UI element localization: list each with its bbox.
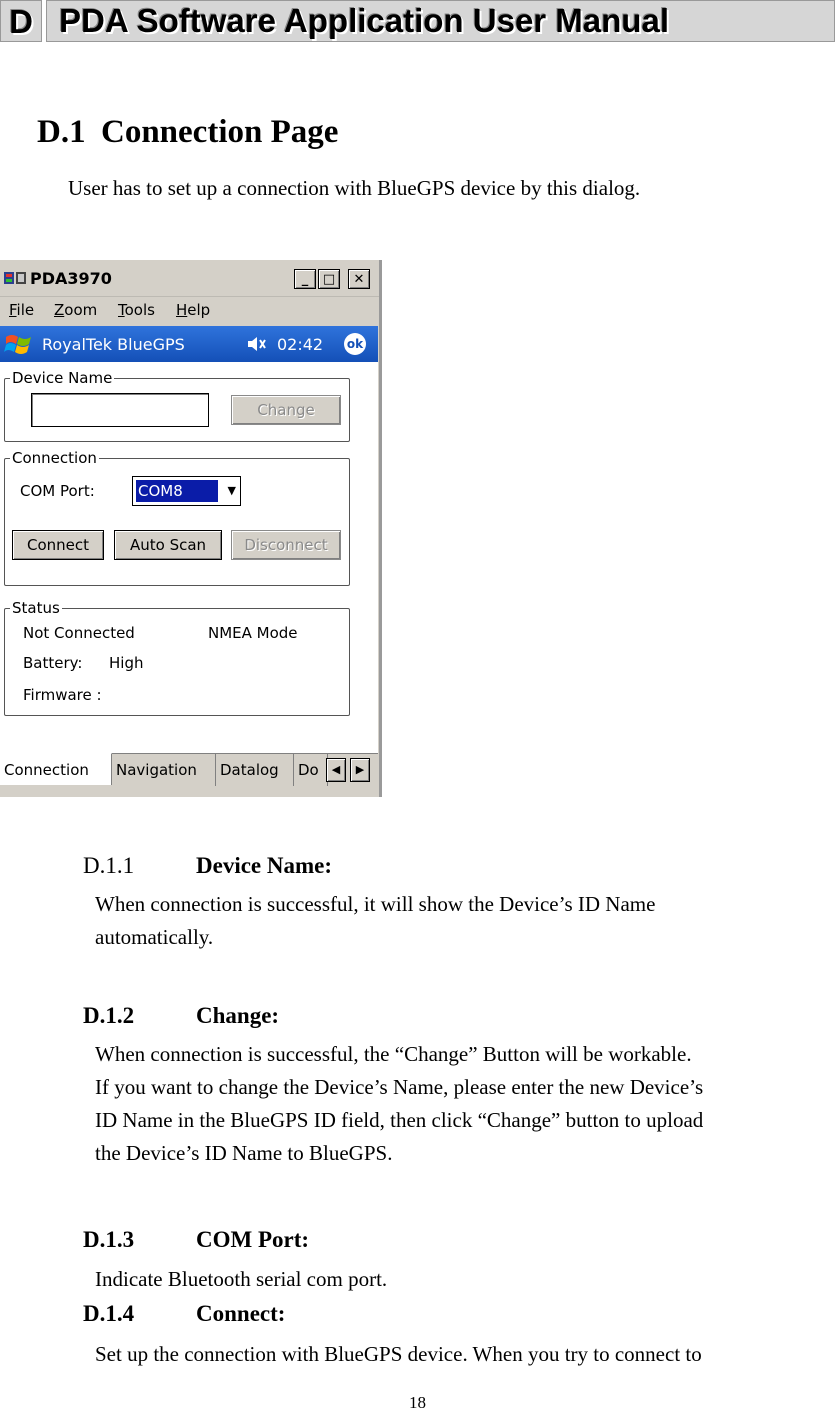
page-number: 18 [409,1393,426,1412]
disconnect-button[interactable]: Disconnect [231,530,341,560]
body-line: ID Name in the BlueGPS ID field, then click “Change” button to upload [95,1108,704,1132]
section-intro: User has to set up a connection with BlueGPS device by this dialog. [68,176,641,200]
com-port-value: COM8 [136,480,218,502]
section-heading [37,114,338,151]
body-line: When connection is successful, the “Change” Button will be workable. [95,1042,692,1066]
firmware-label: Firmware : [23,686,102,704]
status-group-label: Status [12,599,60,617]
tab-navigation[interactable]: Navigation [112,754,216,786]
chapter-header [0,0,835,44]
maximize-button[interactable]: □ [318,269,340,289]
minimize-button[interactable]: _ [294,269,316,289]
body-line: When connection is successful, it will show the Device’s ID Name [95,892,656,916]
subsection-title: Connect: [196,1301,286,1326]
subsection-body [95,1263,825,1296]
menubar [0,297,380,325]
connect-button[interactable]: Connect [12,530,104,560]
window-title: PDA3970 [30,269,112,288]
subsection-heading [83,1227,309,1253]
subsection-body [95,888,825,954]
subsection-heading [83,1301,285,1327]
com-port-label: COM Port: [20,482,95,500]
device-name-input[interactable] [31,393,209,427]
taskbar-title: RoyalTek BlueGPS [42,335,185,354]
tab-datalog[interactable]: Datalog [216,754,294,786]
auto-scan-button[interactable]: Auto Scan [114,530,222,560]
body-line: Set up the connection with BlueGPS device. When you try to connect to [95,1342,702,1366]
window-titlebar [0,260,380,297]
connection-group-label: Connection [12,449,97,467]
subsection-title: Change: [196,1003,280,1028]
ok-button[interactable]: ok [344,333,366,355]
menu-tools[interactable]: Tools [118,301,155,319]
pda-screenshot [0,260,382,797]
connection-state: Not Connected [23,624,135,642]
body-line: Indicate Bluetooth serial com port. [95,1267,388,1291]
tab-scroll-left-icon[interactable]: ◀ [326,758,346,782]
menu-zoom[interactable]: Zoom [54,301,98,319]
subsection-heading [83,853,332,879]
subsection-number: D.1.3 [83,1227,135,1252]
tab-bar [0,753,378,788]
subsection-number: D.1.4 [83,1301,135,1326]
body-line: automatically. [95,925,214,949]
app-icon [4,270,26,286]
menu-file[interactable]: File [9,301,35,319]
subsection-number: D.1.1 [83,853,135,878]
com-port-select[interactable] [132,476,241,506]
clock[interactable]: 02:42 [277,335,324,354]
device-name-group-label: Device Name [12,369,113,387]
body-line: the Device’s ID Name to BlueGPS. [95,1141,393,1165]
body-line: If you want to change the Device’s Name, please enter the new Device’s [95,1075,704,1099]
pda-taskbar [0,326,378,362]
speaker-icon[interactable] [246,335,268,353]
change-button[interactable]: Change [231,395,341,425]
subsection-body [95,1338,825,1371]
close-button[interactable]: ✕ [348,269,370,289]
subsection-title: Device Name: [196,853,333,878]
tab-scroll-right-icon[interactable]: ▶ [350,758,370,782]
battery-label: Battery: [23,654,83,672]
subsection-number: D.1.2 [83,1003,135,1028]
tab-connection[interactable]: Connection [0,753,112,785]
connection-page [0,362,378,754]
nmea-mode: NMEA Mode [208,624,298,642]
battery-value: High [109,654,144,672]
section-number: D.1 [37,114,86,150]
section-title: Connection Page [101,114,339,150]
tab-do[interactable]: Do [294,754,328,786]
subsection-title: COM Port: [196,1227,310,1252]
chapter-title: PDA Software Application User Manual [46,0,835,42]
windows-start-icon[interactable] [3,329,37,359]
chevron-down-icon: ▼ [227,484,236,497]
subsection-heading [83,1003,279,1029]
subsection-body [95,1038,825,1170]
chapter-letter: D [0,0,42,42]
menu-help[interactable]: Help [176,301,211,319]
